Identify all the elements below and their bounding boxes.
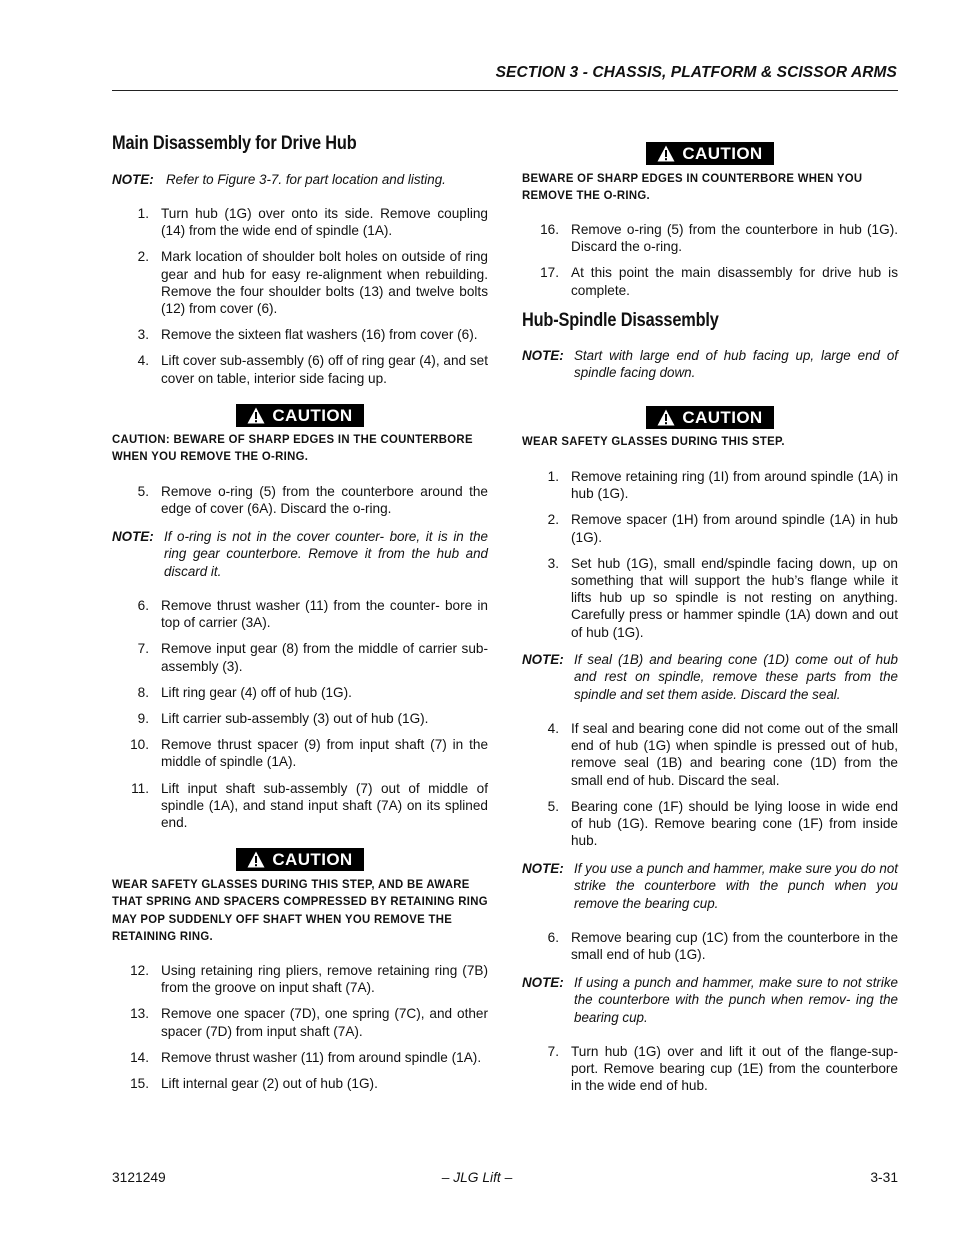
step-item [112, 483, 488, 517]
step-number: 4. [137, 353, 149, 369]
note [112, 171, 488, 188]
step-number: 6. [137, 598, 149, 613]
caution-banner [112, 848, 488, 871]
step-number: 10. [130, 737, 149, 753]
caution-label: CAUTION [682, 143, 763, 163]
warning-triangle-icon [657, 409, 675, 426]
note-text: Refer to Figure 3-7. for part location and listing. [166, 172, 446, 187]
step-list [522, 221, 898, 299]
caution-text: WEAR SAFETY GLASSES DURING THIS STEP. [522, 434, 785, 448]
step-text: Remove o-ring (5) from the counterbore around the edge of cover (6A). Discard the o-ring. [161, 484, 488, 517]
step-item [112, 597, 488, 631]
note-text: If using a punch and hammer, make sure to not strike the counterbore with the punch when remov- ing the bearing cup. [574, 975, 898, 1025]
caution-text: CAUTION: BEWARE OF SHARP EDGES IN THE COUNTERBORE WHEN YOU REMOVE THE O-RING. [112, 432, 473, 464]
step-number: 7. [547, 1044, 559, 1059]
warning-triangle-icon [657, 145, 675, 162]
step-text: Remove bearing cup (1C) from the counterbore in the small end of hub (1G). [571, 930, 898, 963]
step-number: 9. [137, 711, 149, 727]
step-text: Lift input shaft sub-assembly (7) out of middle of spindle (1A), and stand input shaft (7A) on its splined end. [161, 780, 488, 831]
note-text: Start with large end of hub facing up, large end of spindle facing down. [574, 348, 898, 381]
step-item [522, 468, 898, 502]
step-text: If seal and bearing cone did not come out of the small end of hub (1G) when spindle is pressed out of hub, remove seal (1B) and bearing cone (1D) from the small end of hub. Discard the seal. [571, 721, 898, 788]
step-item [522, 720, 898, 789]
step-text: Remove spacer (1H) from around spindle (1A) in hub (1G). [571, 512, 898, 545]
heading-hub-spindle-disassembly: Hub-Spindle Disassembly [522, 310, 719, 331]
step-item [112, 684, 488, 701]
step-text: Turn hub (1G) over onto its side. Remove coupling (14) from the wide end of spindle (1A). [161, 206, 488, 239]
note-label: NOTE: [112, 529, 154, 544]
note [522, 347, 898, 382]
step-text: Remove retaining ring (1I) from around spindle (1A) in hub (1G). [571, 469, 898, 502]
note-label: NOTE: [522, 861, 564, 876]
step-number: 5. [137, 484, 149, 499]
footer-center: – JLG Lift – [441, 1170, 513, 1185]
step-text: Remove input gear (8) from the middle of carrier sub-assembly (3). [161, 641, 488, 674]
step-text: Set hub (1G), small end/spindle facing down, up on something that will support the hub’s flange while it lifts hub up so spindle is not resting on anything. Carefully press or hammer spindle (1A) down and out of hub (1G). [571, 555, 898, 640]
step-text: Remove one spacer (7D), one spring (7C), and other spacer (7D) from input shaft (7A). [161, 1006, 488, 1039]
step-number: 13. [130, 1006, 149, 1022]
note-label: NOTE: [522, 652, 564, 667]
caution-label: CAUTION [272, 849, 353, 869]
caution-text: WEAR SAFETY GLASSES DURING THIS STEP, AND BE AWARE THAT SPRING AND SPACERS COMPRESSED BY RETAINING RING MAY POP SUDDENLY OFF SHAFT WHEN YOU REMOVE THE RETAINING RING. [112, 877, 488, 943]
step-text: Using retaining ring pliers, remove retaining ring (7B) from the groove on input shaft (7A). [161, 963, 488, 996]
note-label: NOTE: [522, 348, 564, 363]
step-number: 2. [547, 512, 559, 528]
step-text: Bearing cone (1F) should be lying loose in wide end of hub (1G). Remove bearing cone (1F) from inside hub. [571, 798, 898, 849]
step-number: 7. [137, 641, 149, 657]
step-text: Lift internal gear (2) out of hub (1G). [161, 1076, 378, 1092]
step-item [112, 736, 488, 770]
note-label: NOTE: [522, 975, 564, 990]
note-text: If o-ring is not in the cover counter- bore, it is in the ring gear counterbore. Remove it from the hub and discard it. [164, 529, 488, 579]
step-list [522, 1043, 898, 1095]
step-text: Mark location of shoulder bolt holes on outside of ring gear and hub for easy re-alignment when rebuilding. Remove the four shoulder bolts (13) and twelve bolts (12) from cover (6). [161, 249, 488, 317]
step-list [522, 468, 898, 641]
step-item [112, 248, 488, 317]
step-text: Lift carrier sub-assembly (3) out of hub (1G). [161, 711, 429, 727]
footer-doc-number: 3121249 [112, 1170, 166, 1185]
header-rule [112, 90, 898, 91]
step-item [112, 710, 488, 727]
step-list [522, 720, 898, 849]
step-item [112, 1075, 488, 1092]
step-item [522, 798, 898, 850]
note-text: If you use a punch and hammer, make sure you do not strike the counterbore with the punch when you remove the bearing cup. [574, 861, 898, 911]
step-number: 4. [547, 721, 559, 736]
step-text: Lift ring gear (4) off of hub (1G). [161, 684, 352, 700]
step-number: 2. [137, 249, 149, 265]
caution-banner [112, 404, 488, 427]
step-item [112, 205, 488, 239]
step-text: Remove thrust washer (11) from around spindle (1A). [161, 1049, 482, 1065]
note [112, 528, 488, 580]
step-item [522, 221, 898, 255]
step-number: 17. [540, 265, 559, 281]
step-text: Remove o-ring (5) from the counterbore in hub (1G). Discard the o-ring. [571, 222, 898, 255]
step-number: 16. [540, 222, 559, 237]
caution-label: CAUTION [272, 405, 353, 425]
step-number: 3. [137, 327, 149, 343]
step-number: 11. [131, 780, 149, 796]
step-list [522, 929, 898, 963]
step-text: At this point the main disassembly for drive hub is complete. [571, 265, 898, 298]
step-item [112, 352, 488, 386]
heading-main-disassembly: Main Disassembly for Drive Hub [112, 133, 357, 154]
step-number: 1. [137, 206, 149, 221]
step-number: 3. [547, 555, 559, 571]
step-list [112, 205, 488, 387]
step-item [112, 1005, 488, 1039]
step-list [112, 597, 488, 831]
step-list [112, 483, 488, 517]
step-number: 1. [547, 469, 559, 484]
step-number: 14. [130, 1049, 149, 1065]
step-item [112, 640, 488, 674]
footer-page-number: 3-31 [870, 1170, 898, 1185]
step-list [112, 962, 488, 1092]
step-item [522, 264, 898, 298]
step-text: Turn hub (1G) over and lift it out of the flange-sup- port. Remove bearing cup (1E) from the counterbore in the wide end of hub. [571, 1044, 898, 1094]
section-header: SECTION 3 - CHASSIS, PLATFORM & SCISSOR ARMS [495, 64, 897, 81]
step-number: 8. [137, 684, 149, 700]
step-item [522, 1043, 898, 1095]
caution-text: BEWARE OF SHARP EDGES IN COUNTERBORE WHEN YOU REMOVE THE O-RING. [522, 171, 863, 203]
warning-triangle-icon [247, 407, 265, 424]
step-item [522, 929, 898, 963]
step-item [112, 962, 488, 996]
step-text: Remove thrust spacer (9) from input shaft (7) in the middle of spindle (1A). [161, 737, 488, 770]
step-item [112, 780, 488, 832]
step-item [522, 555, 898, 641]
caution-banner [522, 142, 898, 165]
note [522, 860, 898, 912]
note-label: NOTE: [112, 172, 154, 187]
step-number: 6. [547, 930, 559, 945]
step-number: 12. [130, 963, 149, 978]
note-text: If seal (1B) and bearing cone (1D) come out of hub and rest on spindle, remove these parts from the spindle and set them aside. Discard the seal. [574, 652, 898, 702]
step-text: Remove thrust washer (11) from the counter- bore in top of carrier (3A). [161, 598, 488, 631]
step-item [112, 326, 488, 343]
note [522, 974, 898, 1026]
step-number: 5. [547, 798, 559, 814]
step-text: Lift cover sub-assembly (6) off of ring gear (4), and set cover on table, interior side facing up. [161, 353, 488, 386]
step-item [112, 1049, 488, 1066]
step-item [522, 511, 898, 545]
step-number: 15. [130, 1076, 149, 1092]
caution-label: CAUTION [682, 407, 763, 427]
note [522, 651, 898, 703]
caution-banner [522, 406, 898, 429]
warning-triangle-icon [247, 851, 265, 868]
step-text: Remove the sixteen flat washers (16) from cover (6). [161, 327, 478, 343]
